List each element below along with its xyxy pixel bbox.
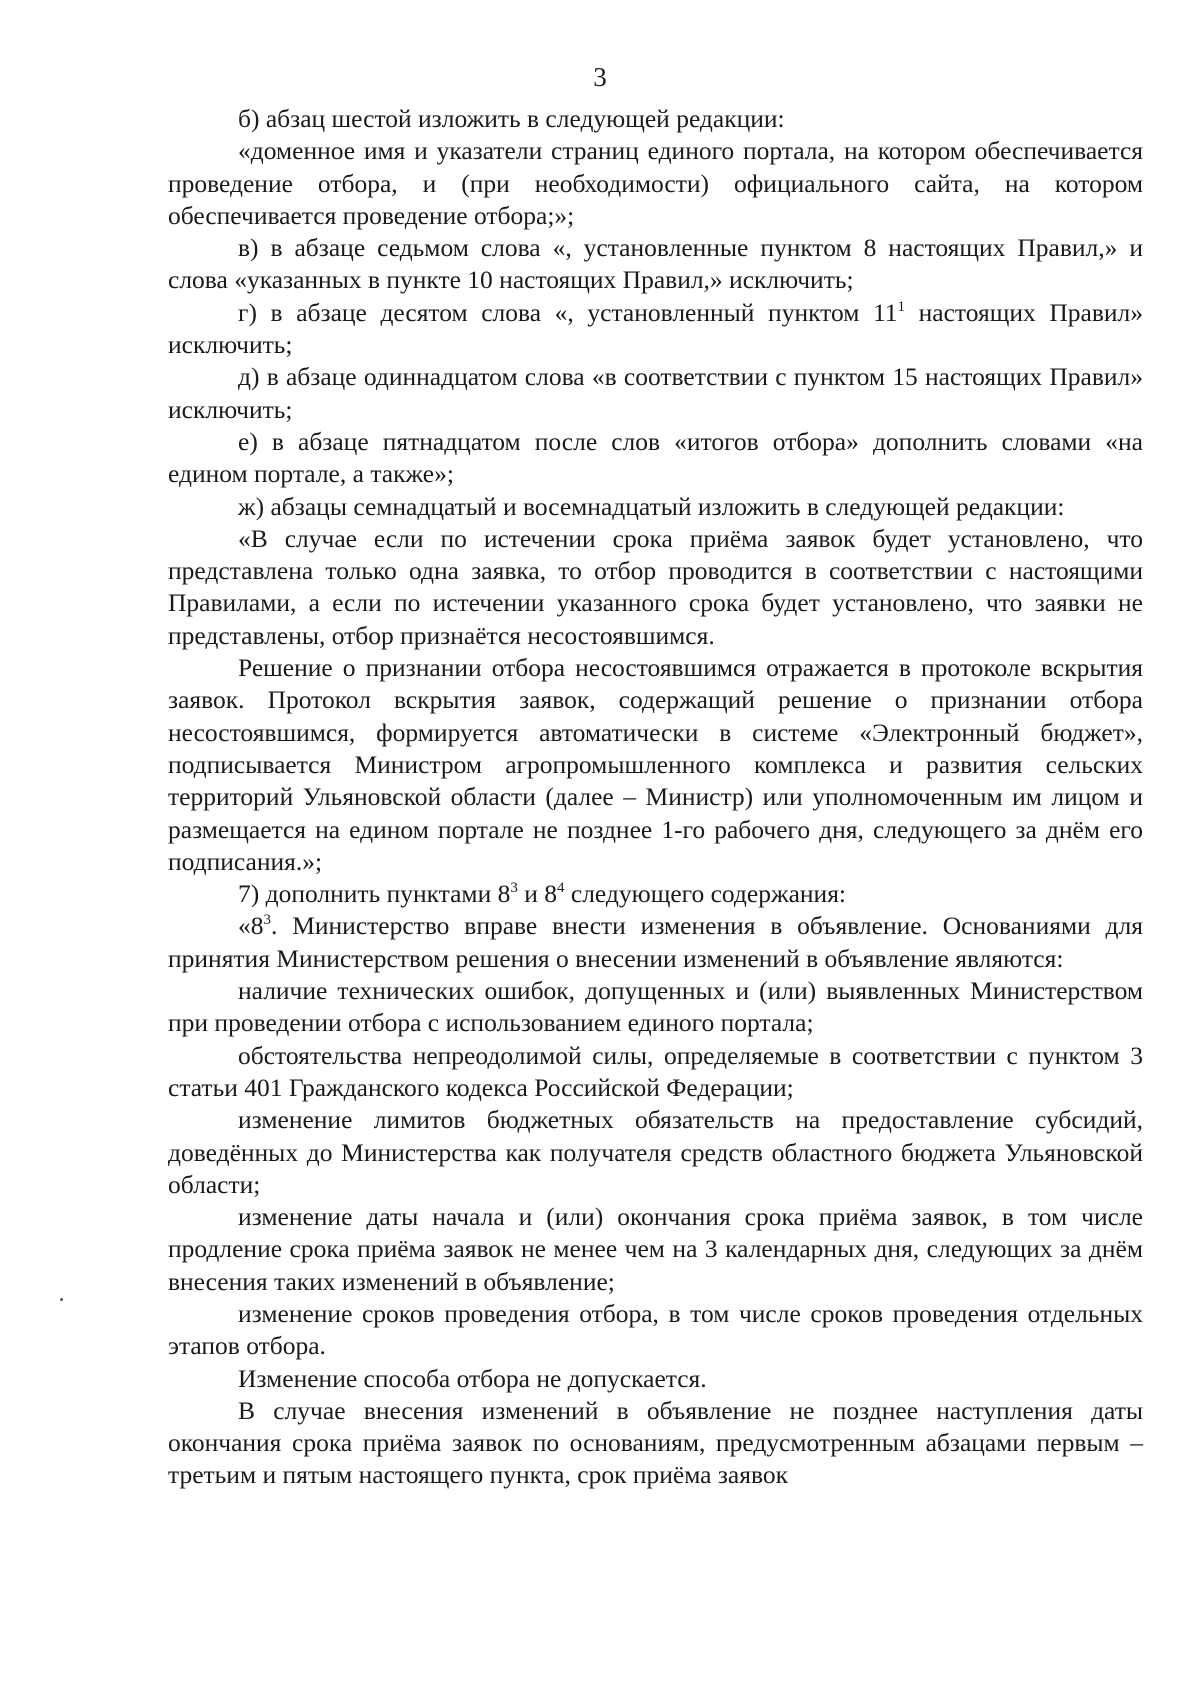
paragraph-text: «8 bbox=[238, 911, 264, 941]
superscript: 3 bbox=[510, 880, 518, 897]
paragraph: «В случае если по истечении срока приёма заявок будет установлено, что представлена только одна заявка, то отбор проводится в соответствии с настоящими Правилами, а если по истечении указанного срока будет установлено, что заявки не представлены, отбор признаётся несостоявшимся. bbox=[168, 523, 1143, 650]
paragraph: б) абзац шестой изложить в следующей редакции: bbox=[238, 104, 785, 133]
superscript: 1 bbox=[897, 298, 906, 315]
paragraph-text: . Министерство вправе внести изменения в объявление. Основаниями для принятия Министерством решения о внесении изменений в объявление являются: bbox=[168, 911, 1143, 973]
paragraph-text: настоящих Правил» исключить; bbox=[168, 297, 1143, 360]
page-number: 3 bbox=[593, 62, 607, 92]
scan-speck bbox=[60, 1298, 63, 1301]
paragraph: е) в абзаце пятнадцатом после слов «итогов отбора» дополнить словами «на едином портале, а также»; bbox=[168, 426, 1143, 489]
paragraph bbox=[168, 910, 1143, 975]
paragraph: обстоятельства непреодолимой силы, определяемые в соответствии с пунктом 3 статьи 401 Гражданского кодекса Российской Федерации; bbox=[168, 1040, 1143, 1102]
paragraph: д) в абзаце одиннадцатом слова «в соответствии с пунктом 15 настоящих Правил» исключить; bbox=[168, 362, 1143, 424]
paragraph: изменение даты начала и (или) окончания срока приёма заявок, в том числе продление срока приёма заявок не менее чем на 3 календарных дня, следующих за днём внесения таких изменений в объявление; bbox=[168, 1202, 1143, 1296]
paragraph: В случае внесения изменений в объявление не позднее наступления даты окончания срока приёма заявок по основаниям, предусмотренным абзацами первым – третьим и пятым настоящего пункта, срок приёма заявок bbox=[168, 1395, 1143, 1490]
document-body bbox=[168, 103, 1143, 1492]
paragraph bbox=[168, 297, 1143, 362]
paragraph: изменение лимитов бюджетных обязательств на предоставление субсидий, доведённых до Министерства как получателя средств областного бюджета Ульяновской области; bbox=[168, 1105, 1143, 1199]
paragraph: Решение о признании отбора несостоявшимся отражается в протоколе вскрытия заявок. Протокол вскрытия заявок, содержащий решение о признании отбора несостоявшимся, формируется автоматически в системе «Электронный бюджет», подписывается Министром агропромышленного комплекса и развития сельских территорий Ульяновской области (далее – Министр) или уполномоченным им лицом и размещается на едином портале не позднее 1-го рабочего дня, следующего за днём его подписания.»; bbox=[168, 653, 1143, 876]
paragraph-text: следующего содержания: bbox=[564, 879, 847, 909]
paragraph: изменение сроков проведения отбора, в том числе сроков проведения отдельных этапов отбора. bbox=[168, 1298, 1143, 1361]
paragraph: Изменение способа отбора не допускается. bbox=[238, 1363, 707, 1393]
paragraph: ж) абзацы семнадцатый и восемнадцатый изложить в следующей редакции: bbox=[238, 491, 1065, 521]
paragraph-text: и 8 bbox=[517, 879, 558, 909]
paragraph: наличие технических ошибок, допущенных и (или) выявленных Министерством при проведении отбора с использованием единого портала; bbox=[168, 976, 1143, 1038]
paragraph-text: 7) дополнить пунктами 8 bbox=[238, 879, 511, 909]
paragraph: «доменное имя и указатели страниц единого портала, на котором обеспечивается проведение отбора, и (при необходимости) официального сайта, на котором обеспечивается проведение отбора;»; bbox=[168, 136, 1143, 230]
paragraph: в) в абзаце седьмом слова «, установленные пунктом 8 настоящих Правил,» и слова «указанных в пункте 10 настоящих Правил,» исключить; bbox=[168, 233, 1143, 295]
paragraph-text: г) в абзаце десятом слова «, установленный пунктом 11 bbox=[238, 297, 898, 327]
paragraph bbox=[168, 878, 1143, 910]
superscript: 3 bbox=[263, 912, 271, 929]
superscript: 4 bbox=[557, 880, 565, 897]
